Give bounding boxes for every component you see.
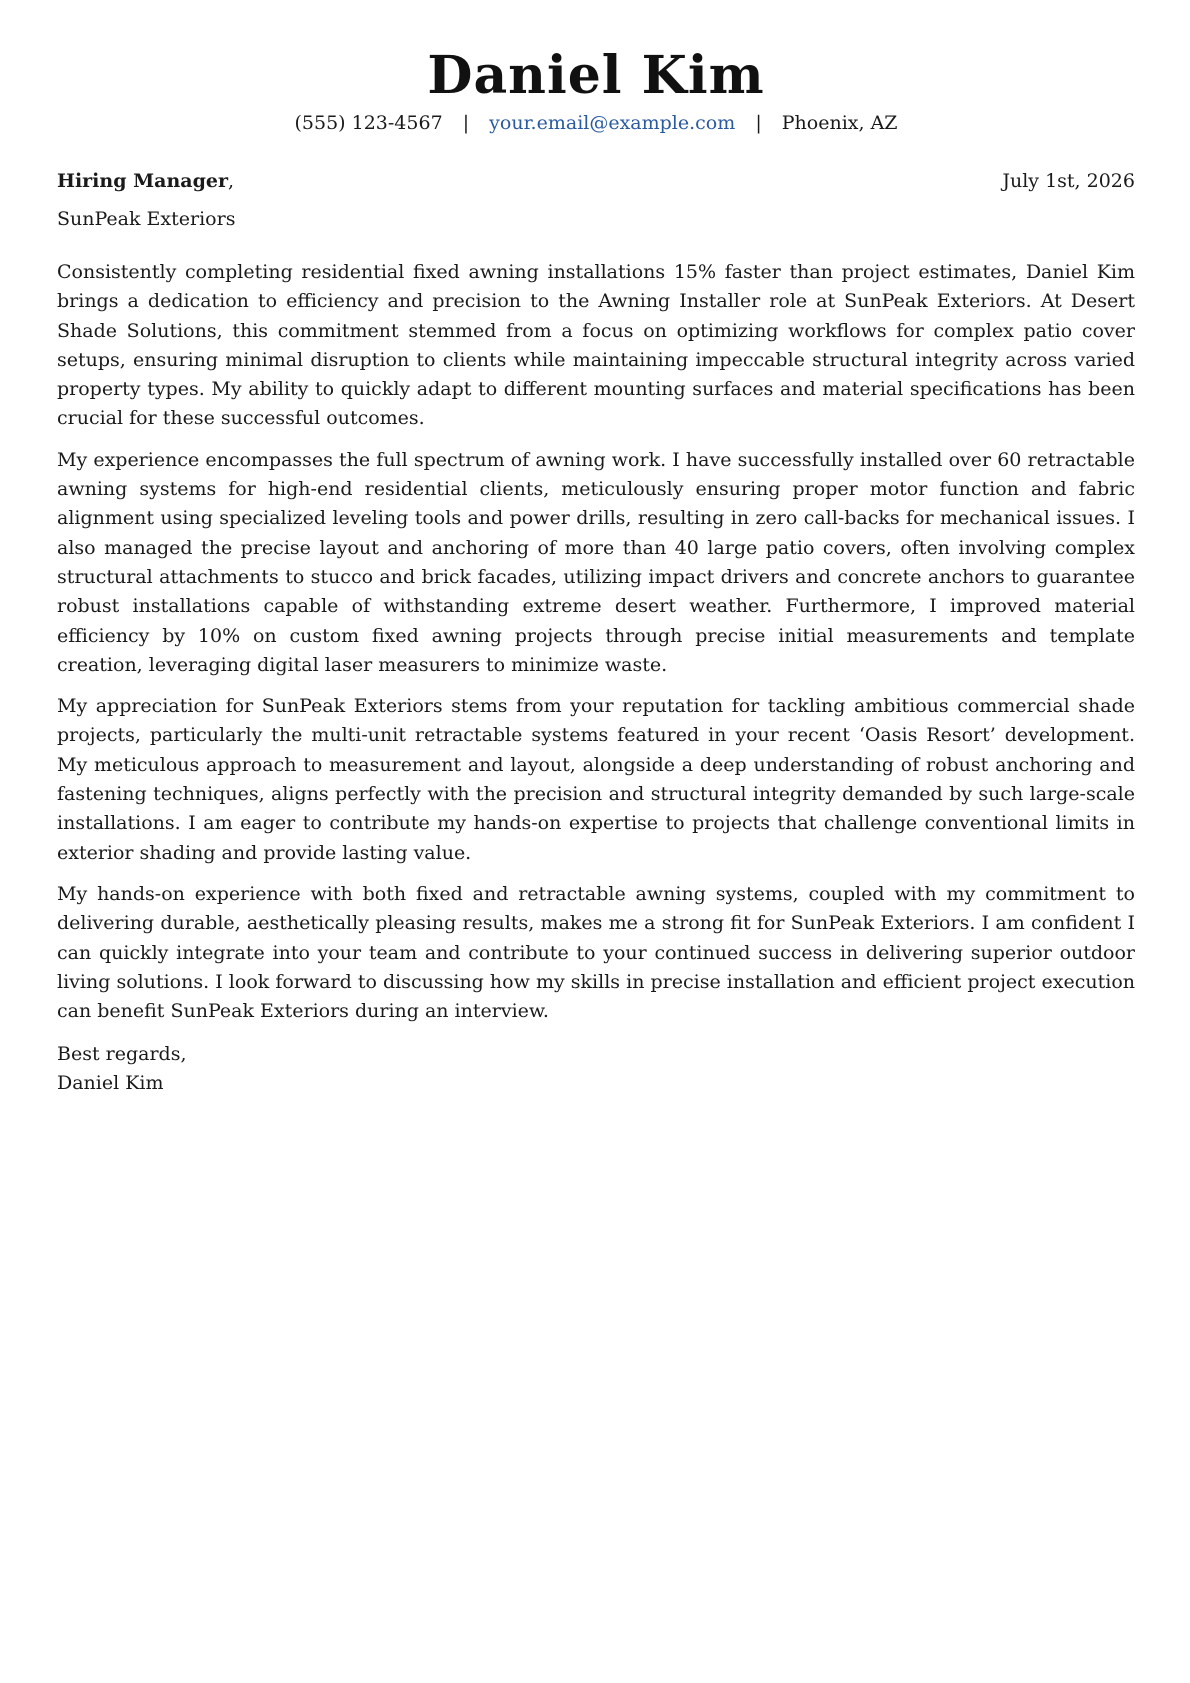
recipient-line <box>57 168 234 194</box>
body-paragraph: My experience encompasses the full spectrum of awning work. I have successfully installed over 60 retractable awning systems for high-end residential clients, meticulously ensuring proper motor function and fabric alignment using specialized leveling tools and power drills, resulting in zero call-backs for mechanical issues. I also managed the precise layout and anchoring of more than 40 large patio covers, often involving complex structural attachments to stucco and brick facades, utilizing impact drivers and concrete anchors to guarantee robust installations capable of withstanding extreme desert weather. Furthermore, I improved material efficiency by 10% on custom fixed awning projects through precise initial measurements and template creation, leveraging digital laser measurers to minimize waste. <box>57 448 1135 676</box>
recipient-date-row <box>57 168 1135 194</box>
body-paragraph: Consistently completing residential fixed awning installations 15% faster than project estimates, Daniel Kim brings a dedication to efficiency and precision to the Awning Installer role at SunPeak Exteriors. At Desert Shade Solutions, this commitment stemmed from a focus on optimizing workflows for complex patio cover setups, ensuring minimal disruption to clients while maintaining impeccable structural integrity across varied property types. My ability to quickly adapt to different mounting surfaces and material specifications has been crucial for these successful outcomes. <box>57 261 1135 430</box>
signature-name: Daniel Kim <box>57 1072 164 1095</box>
letter-date: July 1st, 2026 <box>1002 170 1135 192</box>
letter-body <box>57 258 1135 1026</box>
email-link[interactable]: your.email@example.com <box>489 112 736 134</box>
closing-salutation: Best regards, <box>57 1043 187 1066</box>
contact-line <box>57 110 1135 136</box>
location: Phoenix, AZ <box>781 112 898 134</box>
contact-separator: | <box>755 112 762 134</box>
body-paragraph: My hands-on experience with both fixed and retractable awning systems, coupled with my commitment to delivering durable, aesthetically pleasing results, makes me a strong fit for SunPeak Exteriors. I am confident I can quickly integrate into your team and contribute to your continued success in delivering superior outdoor living solutions. I look forward to discussing how my skills in precise installation and efficient project execution can benefit SunPeak Exteriors during an interview. <box>57 882 1135 1023</box>
applicant-name: Daniel Kim <box>427 45 765 106</box>
recipient-title: Hiring Manager <box>57 170 228 192</box>
phone-number: (555) 123-4567 <box>294 112 443 134</box>
cover-letter-page <box>57 0 1135 1098</box>
recipient-company: SunPeak Exteriors <box>57 208 236 230</box>
body-paragraph: My appreciation for SunPeak Exteriors stems from your reputation for tackling ambitious commercial shade projects, particularly the multi-unit retractable systems featured in your recent ‘Oasis Resort’ development. My meticulous approach to measurement and layout, alongside a deep understanding of robust anchoring and fastening techniques, aligns perfectly with the precision and structural integrity demanded by such large-scale installations. I am eager to contribute my hands-on expertise to projects that challenge conventional limits in exterior shading and provide lasting value. <box>57 695 1135 864</box>
contact-separator: | <box>462 112 470 134</box>
closing-block <box>57 1040 1135 1098</box>
recipient-title-suffix: , <box>227 170 235 192</box>
